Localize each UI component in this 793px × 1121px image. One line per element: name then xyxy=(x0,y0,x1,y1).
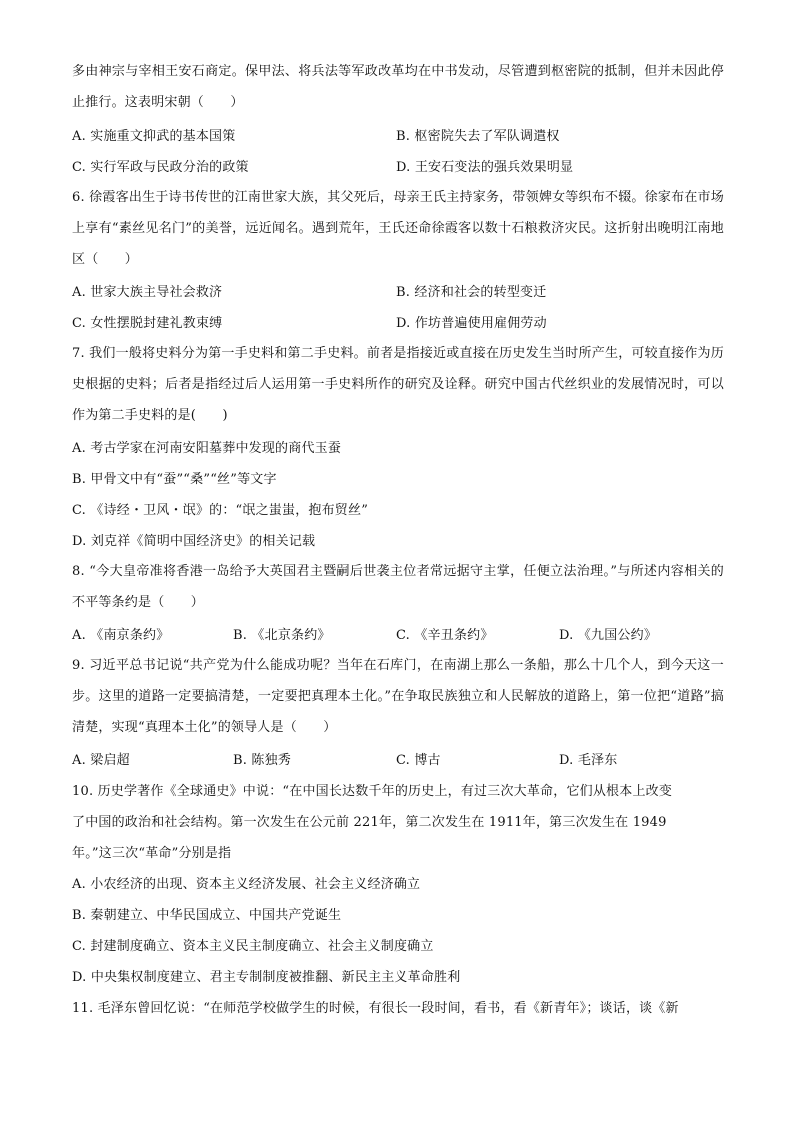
q8-stem: 8. “今大皇帝准将香港一岛给予大英国君主暨嗣后世袭主位者常远据守主掌，任便立法治理。”与所述内容相关的不平等条约是（ ） xyxy=(72,564,724,610)
q10-option-a: A. 小农经济的出现、资本主义经济发展、社会主义经济确立 xyxy=(72,877,421,892)
q9-option-a: A. 梁启超 xyxy=(72,753,130,768)
q7-stem: 7. 我们一般将史料分为第一手史料和第二手史料。前者是指接近或直接在历史发生当时所产生，可较直接作为历史根据的史料；后者是指经过后人运用第一手史料所作的研究及诠释。研究中国古代丝织业的发展情况时，可以作为第二手史料的是( ) xyxy=(72,346,724,423)
q10-option-b: B. 秦朝建立、中华民国成立、中国共产党诞生 xyxy=(72,908,342,923)
q6-option-c: C. 女性摆脱封建礼教束缚 xyxy=(72,316,223,331)
q8-option-b: B. 《北京条约》 xyxy=(233,628,331,643)
q5-option-a: A. 实施重文抑武的基本国策 xyxy=(72,129,236,144)
q10-stem-line-1: 10. 历史学著作《全球通史》中说：“在中国长达数千年的历史上，有过三次大革命，它们从根本上改变 xyxy=(72,784,673,799)
q8-option-d: D. 《九国公约》 xyxy=(559,628,658,643)
q5-option-d: D. 王安石变法的强兵效果明显 xyxy=(396,160,574,175)
q9-stem: 9. 习近平总书记说“共产党为什么能成功呢？当年在石库门，在南湖上那么一条船，那么十几个人，到今天这一步。这里的道路一定要搞清楚，一定要把真理本土化。”在争取民族独立和人民解放的道路上，第一位把“道路”搞清楚，实现“真理本土化”的领导人是（ ） xyxy=(72,658,724,735)
q10-option-c: C. 封建制度确立、资本主义民主制度确立、社会主义制度确立 xyxy=(72,939,434,954)
q7-option-d: D. 刘克祥《简明中国经济史》的相关记载 xyxy=(72,534,316,549)
q5-option-c: C. 实行军政与民政分治的政策 xyxy=(72,160,249,175)
q6-stem: 6. 徐霞客出生于诗书传世的江南世家大族，其父死后，母亲王氏主持家务，带领婢女等织布不辍。徐家布在市场上享有“素丝见名门”的美誉，远近闻名。遇到荒年，王氏还命徐霞客以数十石粮救济灾民。这折射出晚明江南地区（ ） xyxy=(72,190,724,267)
q6-option-a: A. 世家大族主导社会救济 xyxy=(72,285,223,300)
q7-option-a: A. 考古学家在河南安阳墓葬中发现的商代玉蚕 xyxy=(72,441,342,456)
q11-stem-line-1: 11. 毛泽东曾回忆说：“在师范学校做学生的时候，有很长一段时间，看书，看《新青年》；谈话，谈《新 xyxy=(72,1001,679,1016)
q6-option-d: D. 作坊普遍使用雇佣劳动 xyxy=(396,316,547,331)
q7-option-b: B. 甲骨文中有“蚕”“桑”“丝”等文字 xyxy=(72,472,277,487)
q9-option-c: C. 博古 xyxy=(396,753,441,768)
q10-stem-line-2: 了中国的政治和社会结构。第一次发生在公元前 221年，第二次发生在 1911年，第三次发生在 1949 xyxy=(72,815,667,830)
q5-option-b: B. 枢密院失去了军队调遣权 xyxy=(396,129,560,144)
q8-option-a: A. 《南京条约》 xyxy=(72,628,170,643)
q10-stem-line-3: 年。”这三次“革命”分别是指 xyxy=(72,846,232,861)
q9-option-b: B. 陈独秀 xyxy=(233,753,292,768)
q9-option-d: D. 毛泽东 xyxy=(559,753,618,768)
q7-option-c: C. 《诗经・卫风・氓》的：“氓之蚩蚩，抱布贸丝” xyxy=(72,503,369,518)
q10-option-d: D. 中央集权制度建立、君主专制制度被推翻、新民主主义革命胜利 xyxy=(72,970,461,985)
q5-stem-continued: 多由神宗与宰相王安石商定。保甲法、将兵法等军政改革均在中书发动，尽管遭到枢密院的抵制，但并未因此停止推行。这表明宋朝（ ） xyxy=(72,64,724,110)
q6-option-b: B. 经济和社会的转型变迁 xyxy=(396,285,547,300)
q8-option-c: C. 《辛丑条约》 xyxy=(396,628,494,643)
